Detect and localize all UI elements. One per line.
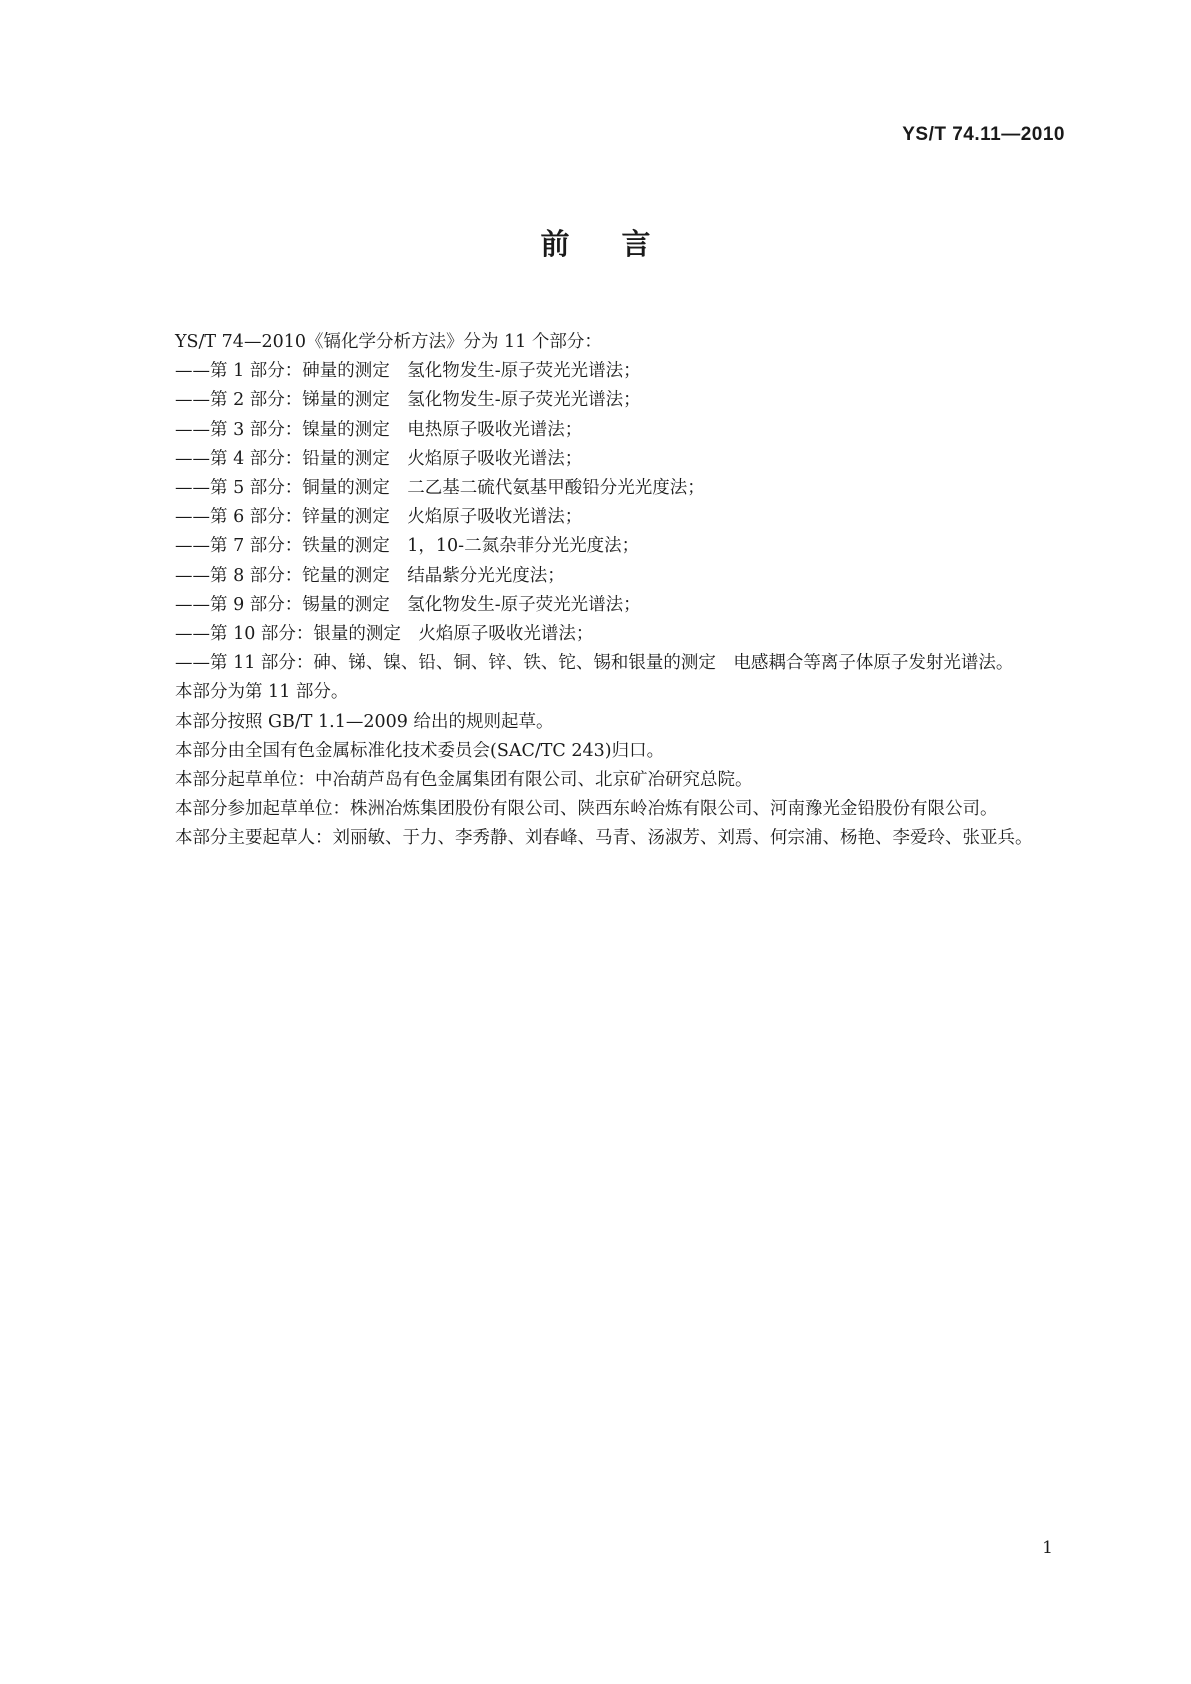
intro-line: YS/T 74—2010《镉化学分析方法》分为 11 个部分：: [175, 332, 602, 352]
part-item-6: ——第 6 部分：锌量的测定 火焰原子吸收光谱法；: [175, 507, 583, 528]
part-item-8: ——第 8 部分：铊量的测定 结晶紫分光光度法；: [175, 565, 565, 586]
page-number: 1: [1042, 1538, 1053, 1558]
paragraph-participating-units: 本部分参加起草单位：株洲冶炼集团股份有限公司、陕西东岭冶炼有限公司、河南豫光金铅股份有限公司。: [175, 799, 998, 820]
part-item-1: ——第 1 部分：砷量的测定 氢化物发生-原子荧光光谱法；: [175, 361, 641, 382]
part-item-10: ——第 10 部分：银量的测定 火焰原子吸收光谱法；: [175, 624, 594, 645]
paragraph-committee: 本部分由全国有色金属标准化技术委员会(SAC/TC 243)归口。: [175, 740, 665, 761]
part-item-11: ——第 11 部分：砷、锑、镍、铅、铜、锌、铁、铊、锡和银量的测定 电感耦合等离子体原子发射光谱法。: [175, 653, 1014, 674]
part-item-7: ——第 7 部分：铁量的测定 1，10-二氮杂菲分光光度法；: [175, 536, 640, 557]
foreword-body: [131, 328, 1061, 854]
paragraph-drafting-units: 本部分起草单位：中冶葫芦岛有色金属集团有限公司、北京矿冶研究总院。: [175, 770, 753, 791]
paragraph-part-number: 本部分为第 11 部分。: [175, 682, 349, 703]
part-item-3: ——第 3 部分：镍量的测定 电热原子吸收光谱法；: [175, 419, 583, 440]
standard-code: YS/T 74.11—2010: [902, 124, 1065, 145]
page-title: 前言: [540, 227, 703, 261]
part-item-2: ——第 2 部分：锑量的测定 氢化物发生-原子荧光光谱法；: [175, 390, 641, 411]
part-item-9: ——第 9 部分：锡量的测定 氢化物发生-原子荧光光谱法；: [175, 594, 641, 615]
paragraph-drafters: 本部分主要起草人：刘丽敏、于力、李秀静、刘春峰、马青、汤淑芳、刘焉、何宗浦、杨艳、李爱玲、张亚兵。: [175, 828, 1033, 849]
part-item-5: ——第 5 部分：铜量的测定 二乙基二硫代氨基甲酸铅分光光度法；: [175, 478, 705, 499]
part-item-4: ——第 4 部分：铅量的测定 火焰原子吸收光谱法；: [175, 448, 583, 469]
paragraph-drafting-rules: 本部分按照 GB/T 1.1—2009 给出的规则起草。: [175, 711, 554, 732]
